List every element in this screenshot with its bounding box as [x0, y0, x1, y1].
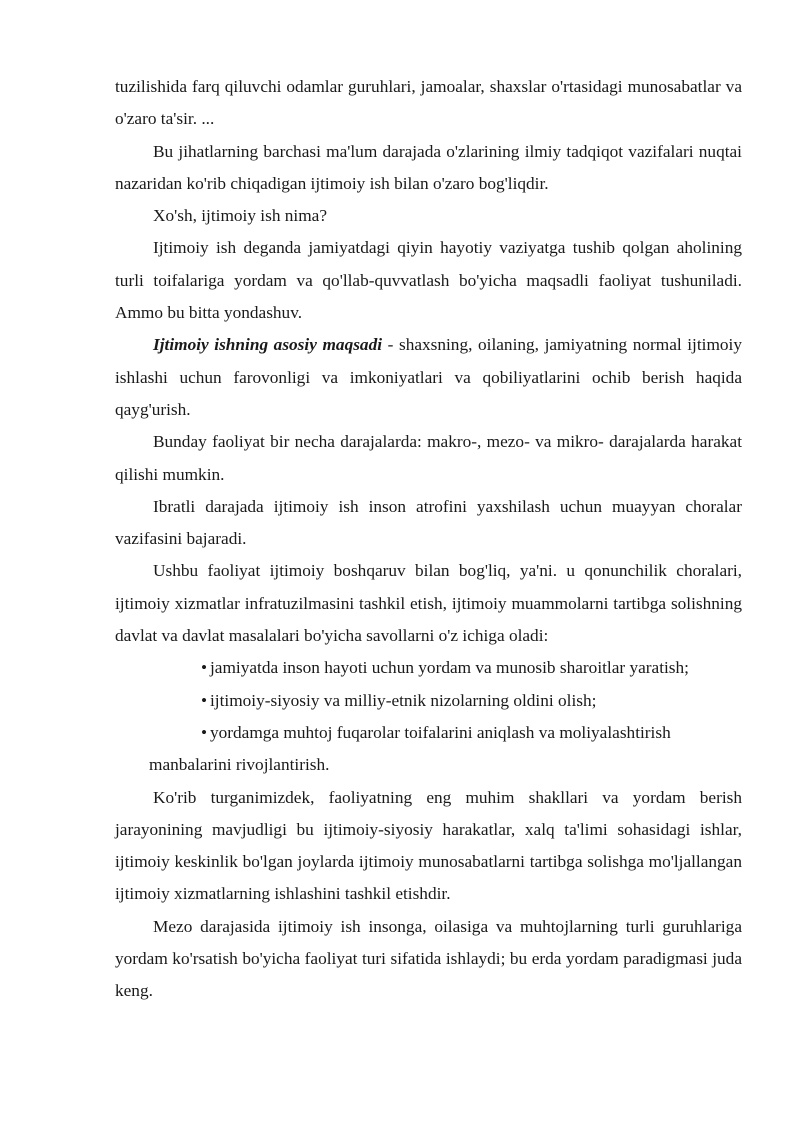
paragraph-social-management: Ushbu faoliyat ijtimoiy boshqaruv bilan bog'liq, ya'ni. u qonunchilik choralari, ijtimoiy xizmatlar infratuzilmasini tashkil etish, ijtimoiy muammolarni tartibga solishning davlat va davlat masalalari bo'yicha savollarni o'z ichiga oladi: [115, 561, 742, 646]
main-goal-text: - shaxsning, oilaning, jamiyatning normal ijtimoiy ishlashi uchun farovonligi va imkoniyatlari va qobiliyatlarini ochib berish haqida qayg'urish. [115, 335, 742, 419]
paragraph-continuation: tuzilishida farq qiluvchi odamlar guruhlari, jamoalar, shaxslar o'rtasidagi munosabatlar va o'zaro ta'sir. ... [115, 77, 742, 129]
paragraph-levels: Bunday faoliyat bir necha darajalarda: makro-, mezo- va mikro- darajalarda harakat qilishi mumkin. [115, 432, 742, 484]
paragraph-forms: Ko'rib turganimizdek, faoliyatning eng muhim shakllari va yordam berish jarayonining mavjudligi bu ijtimoiy-siyosiy harakatlar, xalq ta'limi sohasidagi ishlar, ijtimoiy keskinlik bo'lgan joylarda ijtimoiy munosabatlarni tartibga solishga mo'ljallangan ijtimoiy xizmatlarning ishlashini tashkil etishdir. [115, 787, 742, 904]
list-item: • yordamga muhtoj fuqarolar toifalarini aniqlash va moliyalashtirish manbalarini rivojlantirish. [115, 717, 742, 782]
bullet-icon: • [201, 722, 208, 742]
list-item: • ijtimoiy-siyosiy va milliy-etnik nizolarning oldini olish; [115, 685, 742, 717]
paragraph-main-goal [115, 329, 742, 426]
list-item-continuation: manbalarini rivojlantirish. [149, 755, 330, 775]
document-page [115, 71, 742, 1008]
bullet-icon: • [201, 690, 208, 710]
paragraph-meso-level: Mezo darajasida ijtimoiy ish insonga, oilasiga va muhtojlarning turli guruhlariga yordam ko'rsatish bo'yicha faoliyat turi sifatida ishlaydi; bu erda yordam paradigmasi juda keng. [115, 916, 742, 1001]
bullet-icon: • [201, 658, 208, 678]
paragraph-definition: Ijtimoiy ish deganda jamiyatdagi qiyin hayotiy vaziyatga tushib qolgan aholining turli toifalariga yordam va qo'llab-quvvatlash bo'yicha maqsadli faoliyat tushuniladi. Ammo bu bitta yondashuv. [115, 238, 742, 323]
main-goal-term: Ijtimoiy ishning asosiy maqsadi [153, 335, 383, 355]
list-item: • jamiyatda inson hayoti uchun yordam va munosib sharoitlar yaratish; [115, 652, 742, 684]
paragraph-aspects: Bu jihatlarning barchasi ma'lum darajada o'zlarining ilmiy tadqiqot vazifalari nuqtai nazaridan ko'rib chiqadigan ijtimoiy ish bilan o'zaro bog'liqdir. [115, 141, 742, 193]
bullet-list [115, 652, 742, 781]
paragraph-macro-level: Ibratli darajada ijtimoiy ish inson atrofini yaxshilash uchun muayyan choralar vazifasini bajaradi. [115, 496, 742, 549]
paragraph-question: Xo'sh, ijtimoiy ish nima? [153, 206, 328, 226]
